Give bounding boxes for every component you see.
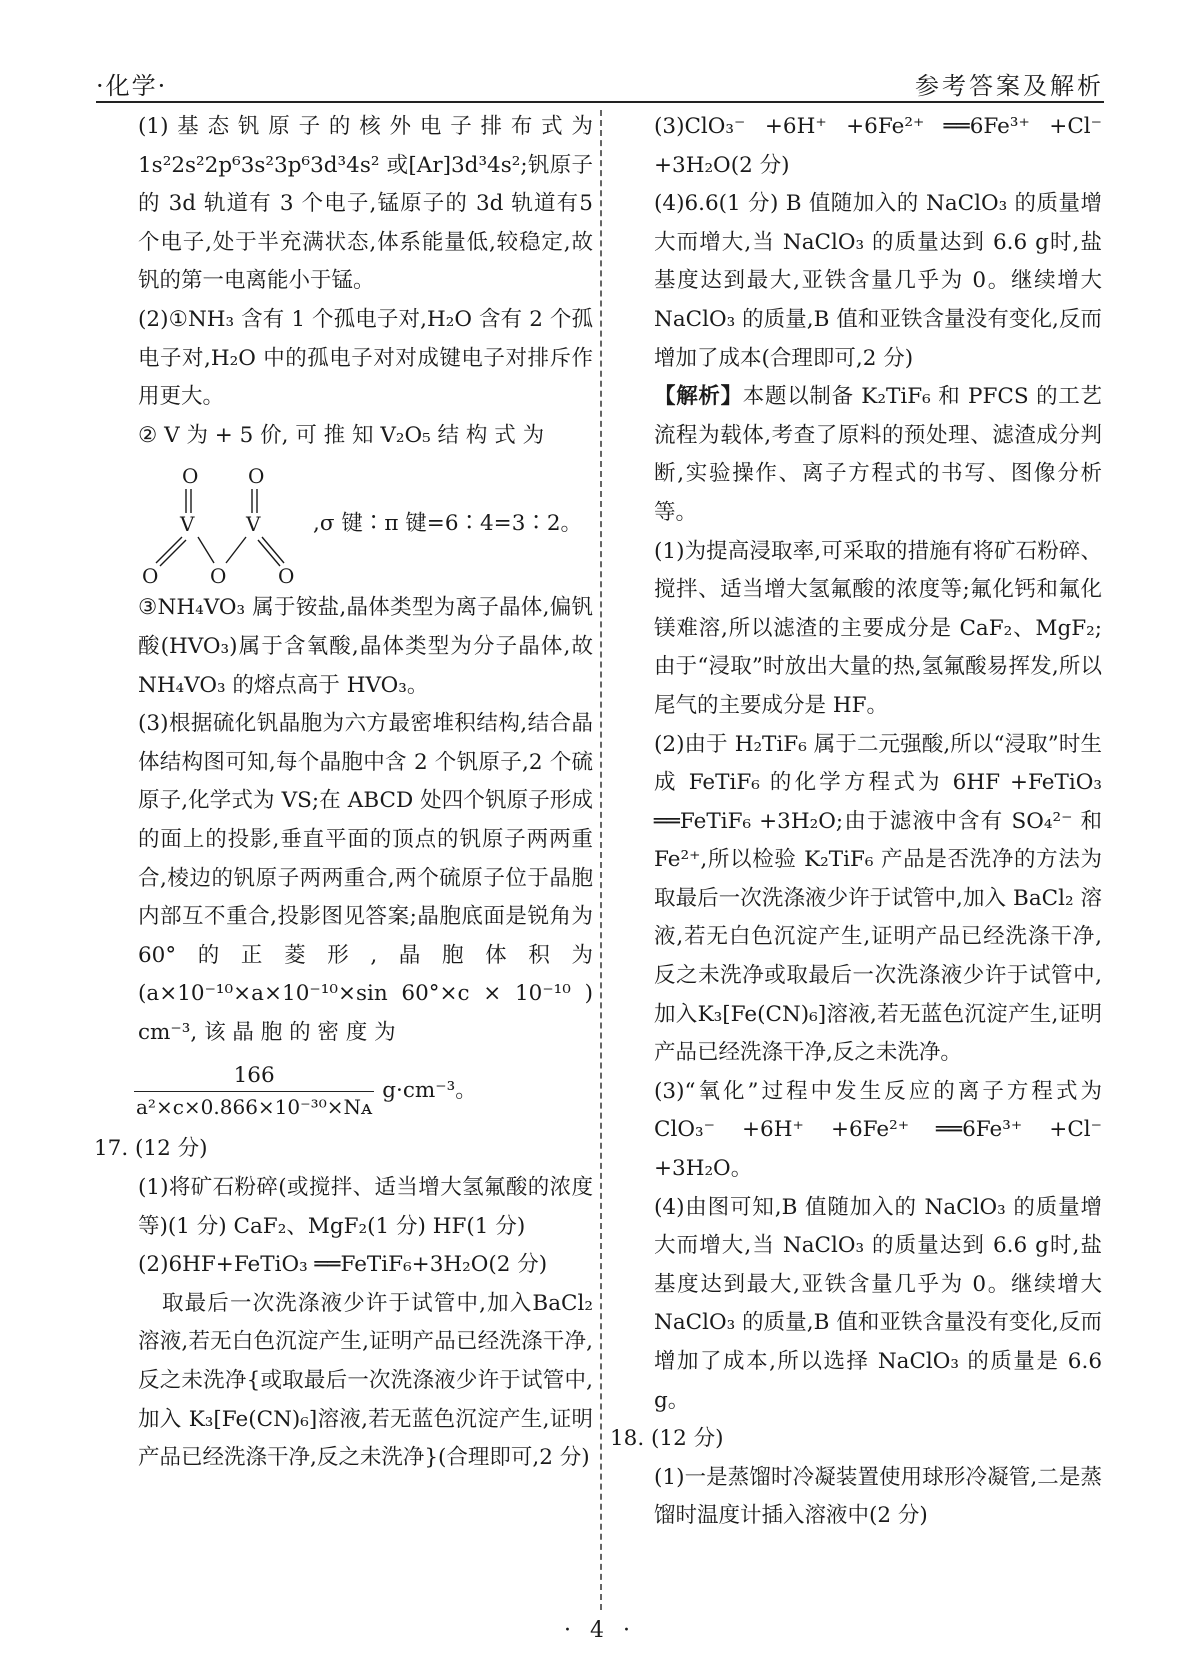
answer-paragraph: (1)将矿石粉碎(或搅拌、适当增大氢氟酸的浓度等)(1 分) CaF₂、MgF₂(1 分) HF(1 分) (138, 1175, 593, 1239)
answer-paragraph: (1)一是蒸馏时冷凝装置使用球形冷凝管,二是蒸馏时温度计插入溶液中(2 分) (654, 1464, 1102, 1529)
question-number: 17. (12 分) (94, 1136, 208, 1162)
density-unit: g·cm⁻³。 (382, 1078, 477, 1104)
analysis-paragraph: (4)由图可知,B 值随加入的 NaClO₃ 的质量增大而增大,当 NaClO₃ 的质量达到 6.6 g时,盐基度达到最大,亚铁含量几乎为 0。继续增大 NaClO₃ 的质量,B 值和亚铁含量没有变化,反而增加了成本,所以选择 NaClO₃ 的质量是 6.6 g。 (654, 1194, 1102, 1413)
header-rule (96, 101, 1104, 103)
answer-paragraph: (2)①NH₃ 含有 1 个孤电子对,H₂O 含有 2 个孤电子对,H₂O 中的孤电子对对成键电子对排斥作用更大。 (138, 306, 593, 410)
fraction-denominator: a²×c×0.866×10⁻³⁰×Nᴀ (134, 1091, 374, 1122)
left-column (94, 108, 593, 1478)
page-number: · 4 · (564, 1618, 636, 1643)
v2o5-structure (138, 455, 593, 589)
analysis-paragraph: (2)由于 H₂TiF₆ 属于二元强酸,所以“浸取”时生成 FeTiF₆ 的化学方程式为 6HF +FeTiO₃ ══FeTiF₆ +3H₂O;由于滤液中含有 SO₄²⁻ 和 Fe²⁺,所以检验 K₂TiF₆ 产品是否洗净的方法为取最后一次洗涤液少许于试管中,加入 BaCl₂ 溶液,若无白色沉淀产生,证明产品已经洗涤干净,反之未洗净或取最后一次洗涤液少许于试管中,加入K₃[Fe(CN)₆]溶液,若无蓝色沉淀产生,证明产品已经洗涤干净,反之未洗净。 (654, 731, 1102, 1066)
oxygen-atom: O (142, 564, 159, 589)
right-column (610, 108, 1102, 1536)
oxygen-atom: O (278, 564, 295, 589)
analysis-text: 本题以制备 K₂TiF₆ 和 PFCS 的工艺流程为载体,考查了原料的预处理、滤渣成分判断,实验操作、离子方程式的书写、图像分析等。 (654, 384, 1102, 525)
analysis-paragraph: (1)为提高浸取率,可采取的措施有将矿石粉碎、搅拌、适当增大氢氟酸的浓度等;氟化钙和氟化镁难溶,所以滤渣的主要成分是 CaF₂、MgF₂;由于“浸取”时放出大量的热,氢氟酸易挥发,所以尾气的主要成分是 HF。 (654, 538, 1102, 718)
answer-paragraph: (4)6.6(1 分) B 值随加入的 NaClO₃ 的质量增大而增大,当 NaClO₃ 的质量达到 6.6 g时,盐基度达到最大,亚铁含量几乎为 0。继续增大 NaClO₃ 的质量,B 值和亚铁含量没有变化,反而增加了成本(合理即可,2 分) (654, 191, 1102, 371)
question-number: 18. (12 分) (610, 1426, 724, 1452)
subject-label: ·化学· (96, 72, 168, 100)
analysis-paragraph (654, 378, 1102, 532)
answer-paragraph: (3)ClO₃⁻ +6H⁺ +6Fe²⁺ ══6Fe³⁺ +Cl⁻ +3H₂O(2 分) (654, 114, 1102, 178)
analysis-paragraph: (3)“氧化”过程中发生反应的离子方程式为ClO₃⁻ +6H⁺ +6Fe²⁺ ══6Fe³⁺ +Cl⁻ +3H₂O。 (654, 1078, 1102, 1182)
oxygen-atom: O (248, 464, 265, 489)
answer-paragraph: 取最后一次洗涤液少许于试管中,加入BaCl₂ 溶液,若无白色沉淀产生,证明产品已经洗涤干净,反之未洗净{或取最后一次洗涤液少许于试管中,加入 K₃[Fe(CN)₆]溶液,若无蓝色沉淀产生,证明产品已经洗涤干净,反之未洗净}(合理即可,2 分) (138, 1290, 593, 1471)
analysis-label: 【解析】 (654, 384, 743, 410)
answer-paragraph: ③NH₄VO₃ 属于铵盐,晶体类型为离子晶体,偏钒酸(HVO₃)属于含氧酸,晶体类型为分子晶体,故 NH₄VO₃ 的熔点高于 HVO₃。 (138, 595, 593, 698)
fraction-numerator: 166 (233, 1062, 275, 1088)
page-header (96, 66, 1104, 100)
answer-paragraph: (1)基态钒原子的核外电子排布式为1s²2s²2p⁶3s²3p⁶3d³4s² 或[Ar]3d³4s²;钒原子的 3d 轨道有 3 个电子,锰原子的 3d 轨道有5 个电子,处于半充满状态,体系能量低,较稳定,故钒的第一电离能小于锰。 (138, 114, 593, 294)
answer-paragraph: (3)根据硫化钒晶胞为六方最密堆积结构,结合晶体结构图可知,每个晶胞中含 2 个钒原子,2 个硫原子,化学式为 VS;在 ABCD 处四个钒原子形成的面上的投影,垂直平面的顶点的钒原子两两重合,棱边的钒原子两两重合,两个硫原子位于晶胞内部互不重合,投影图见答案;晶胞底面是锐角为 60°的正菱形,晶胞体积为(a×10⁻¹⁰×a×10⁻¹⁰×sin 60°×c × 10⁻¹⁰ ) cm⁻³, 该 晶 胞 的 密 度 为 (138, 711, 593, 1045)
column-divider (600, 110, 602, 1610)
oxygen-atom: O (210, 564, 227, 589)
answer-paragraph: ② V 为 + 5 价, 可 推 知 V₂O₅ 结 构 式 为 (138, 422, 545, 448)
header-title: 参考答案及解析 (915, 72, 1104, 100)
vanadium-atom: V (246, 512, 261, 537)
density-fraction (134, 1052, 593, 1130)
v2o5-structural-formula (138, 455, 313, 589)
bond-ratio-text: ,σ 键∶π 键=6∶4=3∶2。 (313, 511, 583, 537)
oxygen-atom: O (182, 464, 199, 489)
vanadium-atom: V (180, 512, 195, 537)
answer-paragraph: (2)6HF+FeTiO₃ ══FeTiF₆+3H₂O(2 分) (138, 1252, 548, 1278)
